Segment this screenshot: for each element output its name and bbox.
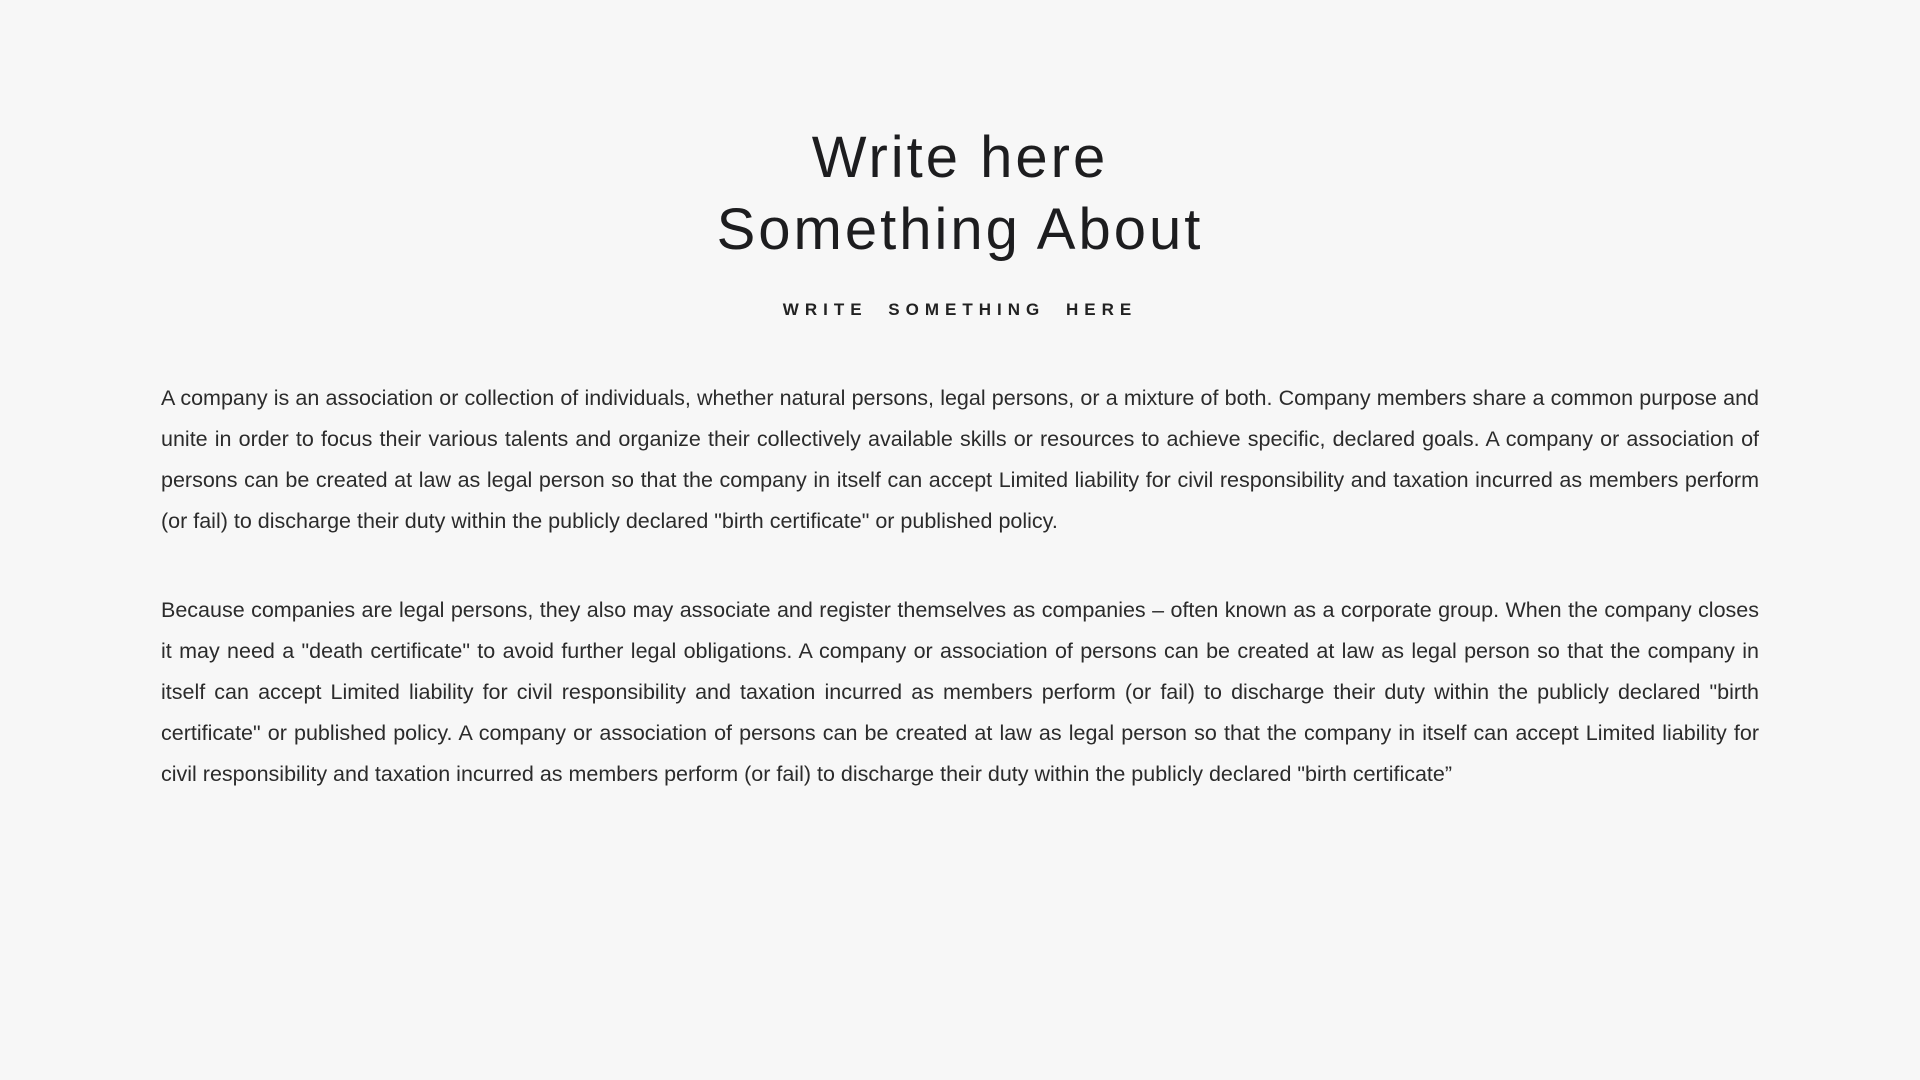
page-title-line-1: Write here: [811, 125, 1109, 190]
article-body: [161, 378, 1759, 795]
page-title: [0, 122, 1920, 266]
page-header: [0, 0, 1920, 320]
page-subtitle: WRITE SOMETHING HERE: [782, 300, 1138, 319]
paragraph-2: Because companies are legal persons, they also may associate and register themselves as companies – often known as a corporate group. When the company closes it may need a "death certificate" to avoid further legal obligations. A company or association of persons can be created at law as legal person so that the company in itself can accept Limited liability for civil responsibility and taxation incurred as members perform (or fail) to discharge their duty within the publicly declared "birth certificate" or published policy. A company or association of persons can be created at law as legal person so that the company in itself can accept Limited liability for civil responsibility and taxation incurred as members perform (or fail) to discharge their duty within the publicly declared "birth certificate”: [161, 598, 1759, 786]
page-title-line-2: Something About: [716, 197, 1204, 262]
paragraph-1: A company is an association or collection of individuals, whether natural persons, legal persons, or a mixture of both. Company members share a common purpose and unite in order to focus their various talents and organize their collectively available skills or resources to achieve specific, declared goals. A company or association of persons can be created at law as legal person so that the company in itself can accept Limited liability for civil responsibility and taxation incurred as members perform (or fail) to discharge their duty within the publicly declared "birth certificate" or published policy.: [161, 386, 1759, 533]
